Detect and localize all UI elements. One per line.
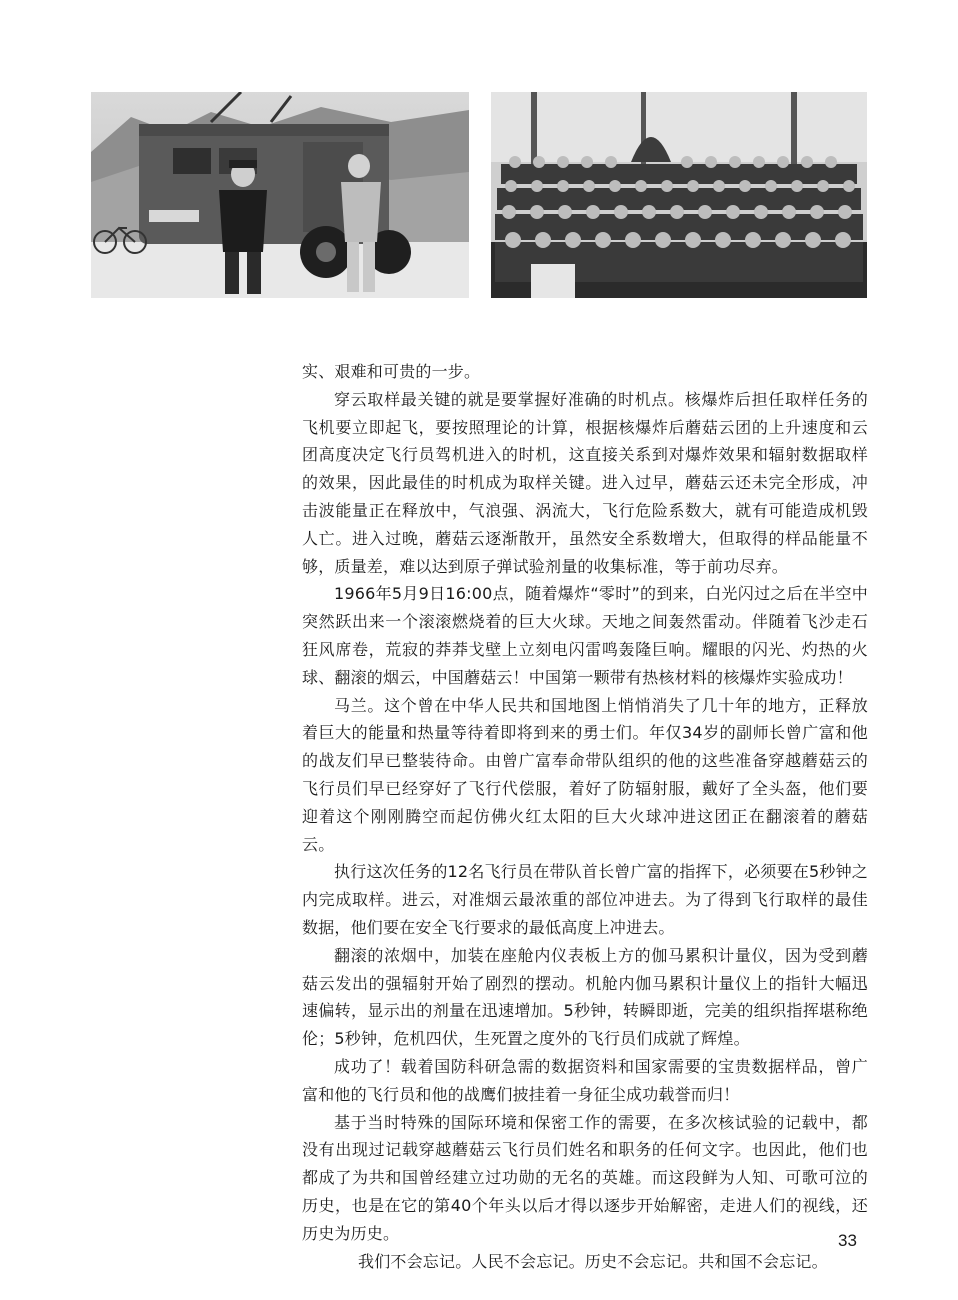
- paragraph: 1966年5月9日16:00点，随着爆炸“零时”的到来，白光闪过之后在半空中突然跃出来一个滚滚燃烧着的巨大火球。天地之间轰然雷动。伴随着飞沙走石狂风席卷，荒寂的莽莽戈壁上立刻电闪雷鸣轰隆巨响。耀眼的闪光、灼热的火球、翻滚的烟云，中国蘑菇云！中国第一颗带有热核材料的核爆炸实验成功！: [302, 584, 868, 687]
- paragraph: 翻滚的浓烟中，加装在座舱内仪表板上方的伽马累积计量仪，因为受到蘑菇云发出的强辐射开始了剧烈的摆动。机舱内伽马累积计量仪上的指针大幅迅速偏转，显示出的剂量在迅速增加。5秒钟，转瞬即逝，完美的组织指挥堪称绝伦；5秒钟，危机四伏，生死置之度外的飞行员们成就了辉煌。: [302, 945, 868, 1049]
- paragraph: 成功了！载着国防科研急需的数据资料和国家需要的宝贵数据样品，曾广富和他的飞行员和他的战鹰们披挂着一身征尘成功载誉而归！: [302, 1056, 868, 1104]
- closing-line: 我们不会忘记。人民不会忘记。历史不会忘记。共和国不会忘记。: [358, 1251, 828, 1271]
- page-number: 33: [838, 1231, 857, 1250]
- paragraph: 穿云取样最关键的就是要掌握好准确的时机点。核爆炸后担任取样任务的飞机要立即起飞，要按照理论的计算，根据核爆炸后蘑菇云团的上升速度和云团高度决定飞行员驾机进入的时机，这直接关系到对爆炸效果和辐射数据取样的效果，因此最佳的时机成为取样关键。进入过早，蘑菇云还未完全形成，冲击波能量正在释放中，气浪强、涡流大，飞行危险系数大，就有可能造成机毁人亡。进入过晚，蘑菇云逐渐散开，虽然安全系数增大，但取得的样品能量不够，质量差，难以达到原子弹试验剂量的收集标准，等于前功尽弃。: [302, 389, 868, 576]
- group-photo: [491, 92, 867, 298]
- paragraph: 实、艰难和可贵的一步。: [302, 362, 481, 381]
- article-body: [302, 358, 868, 1275]
- truck-crew-photo: [91, 92, 469, 298]
- paragraph: 执行这次任务的12名飞行员在带队首长曾广富的指挥下，必须要在5秒钟之内完成取样。进云，对准烟云最浓重的部位冲进去。为了得到飞行取样的最佳数据，他们要在安全飞行要求的最低高度上冲进去。: [302, 862, 868, 937]
- paragraph: 基于当时特殊的国际环境和保密工作的需要，在多次核试验的记载中，都没有出现过记载穿越蘑菇云飞行员们姓名和职务的任何文字。也因此，他们也都成了为共和国曾经建立过功勋的无名的英雄。而这段鲜为人知、可歌可泣的历史，也是在它的第40个年头以后才得以逐步开始解密，走进人们的视线，还历史为历史。: [302, 1112, 868, 1243]
- paragraph: 马兰。这个曾在中华人民共和国地图上悄悄消失了几十年的地方，正释放着巨大的能量和热量等待着即将到来的勇士们。年仅34岁的副师长曾广富和他的战友们早已整装待命。由曾广富奉命带队组织的他的这些准备穿越蘑菇云的飞行员们早已经穿好了飞行代偿服，着好了防辐射服，戴好了全头盔，他们要迎着这个刚刚腾空而起仿佛火红太阳的巨大火球冲进这团正在翻滚着的蘑菇云。: [302, 695, 868, 854]
